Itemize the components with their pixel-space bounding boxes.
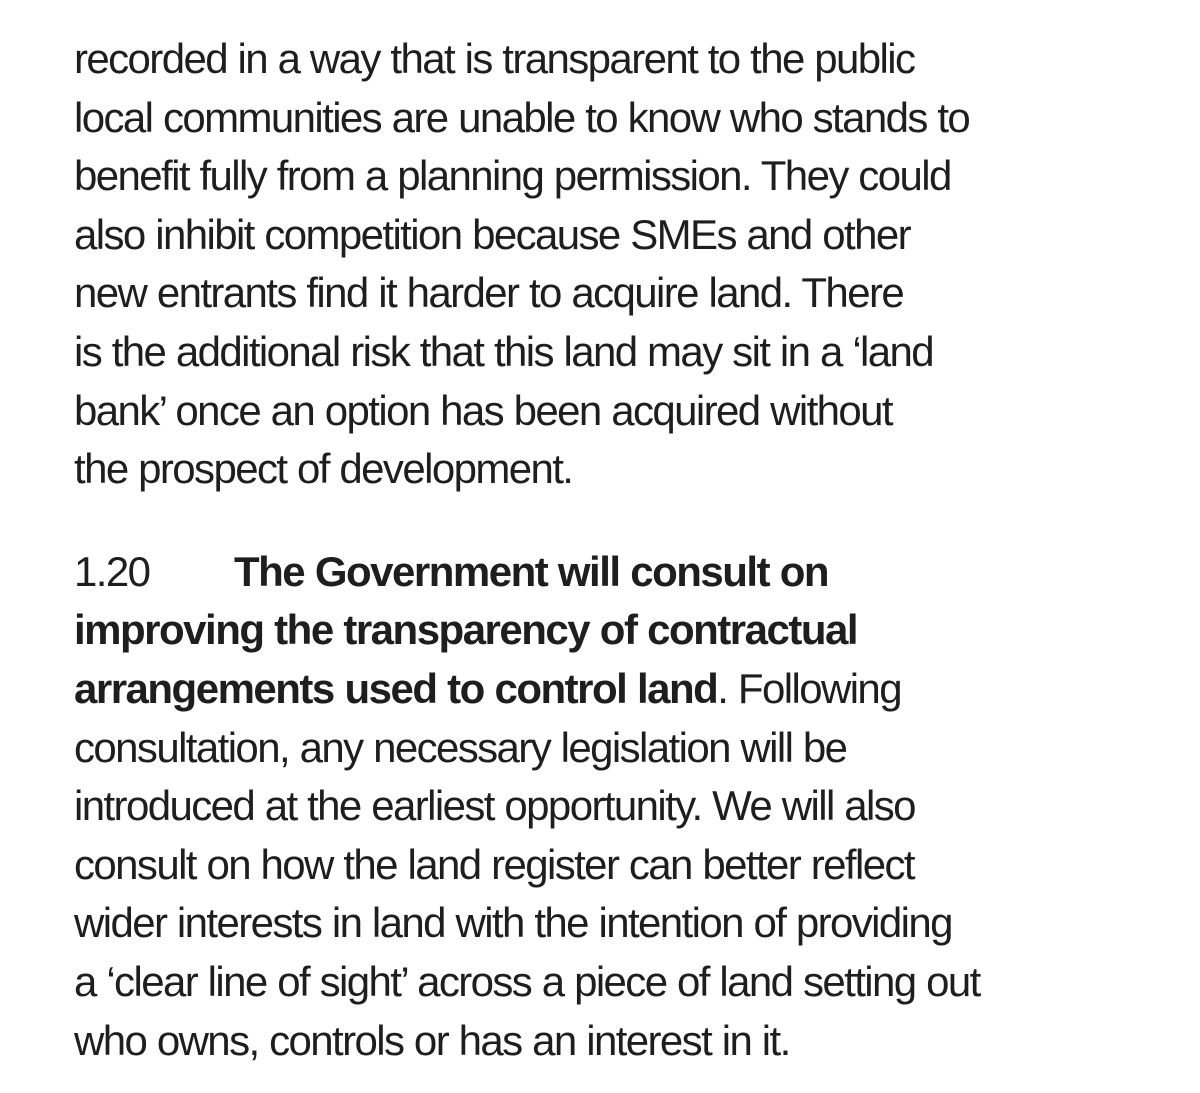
text-line: who owns, controls or has an interest in it. bbox=[74, 1016, 790, 1064]
paragraph-number: 1.20 bbox=[74, 547, 150, 595]
text-line bbox=[74, 543, 1194, 602]
text-line: recorded in a way that is transparent to the public bbox=[74, 35, 915, 82]
bold-heading-text: arrangements used to control land bbox=[74, 664, 718, 712]
text-line bbox=[74, 660, 1194, 719]
text-line: the prospect of development. bbox=[74, 445, 573, 493]
text-line: also inhibit competition because SMEs and other bbox=[74, 210, 910, 258]
paragraph-1-20 bbox=[74, 543, 1194, 1070]
text-line: benefit fully from a planning permission. They could bbox=[74, 152, 951, 200]
text-line: consult on how the land register can better reflect bbox=[74, 840, 914, 888]
text-line: a ‘clear line of sight’ across a piece of land setting out bbox=[74, 957, 980, 1005]
text-line: new entrants find it harder to acquire land. There bbox=[74, 269, 904, 317]
text-line: wider interests in land with the intention of providing bbox=[74, 899, 952, 947]
paragraph-spacer bbox=[74, 499, 1194, 543]
text-line: is the additional risk that this land may sit in a ‘land bbox=[74, 327, 934, 375]
bold-heading-text: improving the transparency of contractual bbox=[74, 606, 858, 654]
text-line-rest: . Following bbox=[717, 664, 901, 712]
text-line: consultation, any necessary legislation will be bbox=[74, 723, 847, 771]
text-line: bank’ once an option has been acquired without bbox=[74, 386, 892, 434]
text-line: introduced at the earliest opportunity. We will also bbox=[74, 782, 915, 830]
paragraph-previous bbox=[74, 30, 1194, 499]
bold-heading-text: The Government will consult on bbox=[234, 547, 829, 595]
document-page bbox=[74, 30, 1194, 1070]
text-line: local communities are unable to know who stands to bbox=[74, 93, 970, 141]
